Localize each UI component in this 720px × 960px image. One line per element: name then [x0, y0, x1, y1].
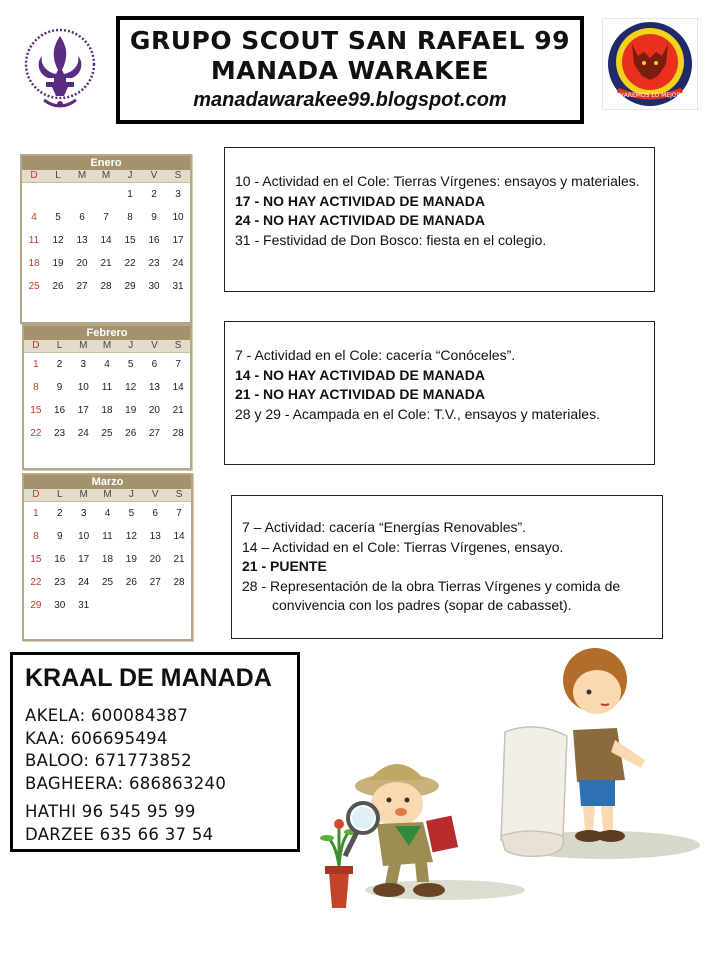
day-cell: [70, 183, 94, 206]
day-cell: 25: [101, 428, 113, 439]
calendar-month-label: Enero: [22, 156, 190, 170]
day-cell: 21: [173, 554, 185, 565]
day-cell: 24: [77, 428, 89, 439]
event-line: 28 y 29 - Acampada en el Cole: T.V., ensayos y materiales.: [235, 405, 600, 422]
kraal-contacts-box: [10, 652, 300, 852]
day-cell: 7: [176, 508, 182, 519]
day-cell: 10: [172, 212, 184, 223]
day-cell: 5: [55, 212, 61, 223]
day-cell: 2: [151, 189, 157, 200]
calendar-month-label: Marzo: [24, 475, 191, 489]
weekday-label: S: [175, 489, 183, 500]
day-cell: 16: [54, 405, 66, 416]
day-cell: 26: [125, 577, 137, 588]
calendar-marzo: [22, 473, 193, 641]
day-cell: 1: [127, 189, 133, 200]
day-cell: 14: [100, 235, 112, 246]
blog-url: manadawarakee99.blogspot.com: [193, 89, 507, 111]
calendar-week: [22, 252, 190, 275]
day-cell: 22: [30, 577, 42, 588]
weekday-label: V: [150, 170, 158, 181]
day-cell: 23: [54, 428, 66, 439]
day-cell: 28: [100, 281, 112, 292]
day-cell: 6: [152, 508, 158, 519]
event-line: 21 - NO HAY ACTIVIDAD DE MANADA: [235, 386, 485, 402]
calendar-week: [22, 183, 190, 206]
day-cell: 19: [125, 554, 137, 565]
weekday-label: L: [55, 170, 61, 181]
day-cell: 4: [104, 508, 111, 519]
weekday-label: M: [79, 489, 88, 500]
day-cell: 12: [125, 382, 137, 393]
manada-wolf-logo: [602, 18, 698, 110]
event-line: 7 - Actividad en el Cole: cacería “Conóceles”.: [235, 347, 516, 363]
day-cell: 20: [149, 554, 161, 565]
weekday-label: S: [174, 170, 182, 181]
contact-line: DARZEE 635 66 37 54: [25, 824, 214, 844]
day-cell: 17: [172, 235, 184, 246]
day-cell: 8: [33, 531, 39, 542]
weekday-label: M: [101, 170, 111, 181]
day-cell: 24: [172, 258, 184, 269]
weekday-label: M: [102, 340, 112, 351]
weekday-header: [24, 340, 190, 353]
day-cell: [94, 183, 118, 206]
day-cell: 16: [148, 235, 160, 246]
day-cell: 29: [124, 281, 136, 292]
day-cell: 22: [30, 428, 42, 439]
weekday-label: L: [56, 489, 63, 500]
day-cell: 27: [148, 428, 160, 439]
logo-motto: HAREMOS LO MEJOR: [619, 92, 681, 99]
day-cell: 17: [78, 554, 90, 565]
day-cell: 8: [127, 212, 133, 223]
weekday-label: D: [30, 170, 38, 181]
day-cell: 7: [103, 212, 109, 223]
day-cell: [22, 183, 46, 206]
day-cell: 4: [31, 212, 37, 223]
weekday-label: D: [32, 489, 40, 500]
pack-title: MANADA WARAKEE: [210, 56, 490, 85]
day-cell: [119, 594, 143, 617]
calendar-week: [24, 571, 191, 594]
weekday-header: [24, 489, 191, 502]
calendar-week: [24, 525, 191, 548]
day-cell: 20: [148, 405, 160, 416]
day-cell: 26: [125, 428, 137, 439]
day-cell: 12: [125, 531, 137, 542]
day-cell: 13: [149, 531, 161, 542]
day-cell: 7: [175, 359, 181, 370]
contact-line: BAGHEERA: 686863240: [25, 773, 227, 793]
day-cell: 11: [101, 382, 113, 393]
weekday-label: L: [56, 340, 63, 351]
day-cell: 16: [54, 554, 66, 565]
explorers-illustration: [305, 640, 705, 920]
day-cell: 25: [101, 577, 114, 588]
day-cell: 27: [149, 577, 161, 588]
day-cell: 19: [125, 405, 137, 416]
calendar-week: [24, 502, 191, 525]
day-cell: 15: [124, 235, 136, 246]
calendar-week: [24, 594, 191, 617]
event-line: 31 - Festividad de Don Bosco: fiesta en el colegio.: [235, 231, 547, 248]
day-cell: 10: [77, 382, 89, 393]
header-box: [116, 16, 584, 124]
event-line: 17 - NO HAY ACTIVIDAD DE MANADA: [235, 192, 485, 209]
day-cell: 13: [148, 382, 160, 393]
calendar-week: [22, 275, 190, 298]
kraal-title: KRAAL DE MANADA: [25, 664, 272, 692]
event-line: 10 - Actividad en el Cole: Tierras Vírgenes: ensayos y materiales.: [235, 173, 640, 189]
events-marzo: [231, 495, 663, 639]
calendar-enero: [20, 154, 192, 324]
day-cell: 12: [52, 235, 64, 246]
contact-line: KAA: 606695494: [25, 728, 168, 748]
day-cell: 18: [28, 258, 40, 269]
calendar-week: [24, 399, 190, 422]
day-cell: 6: [79, 212, 85, 223]
day-cell: 14: [172, 382, 184, 393]
day-cell: 1: [33, 359, 39, 370]
calendar-febrero: [22, 324, 192, 470]
group-title: GRUPO SCOUT SAN RAFAEL 99: [129, 26, 571, 55]
event-line: 21 - PUENTE: [242, 558, 327, 574]
day-cell: 23: [54, 577, 66, 588]
day-cell: 18: [101, 405, 113, 416]
weekday-label: M: [77, 170, 87, 181]
day-cell: 26: [52, 281, 64, 292]
day-cell: 15: [30, 554, 42, 565]
weekday-label: M: [79, 340, 88, 351]
day-cell: [46, 183, 70, 206]
contact-line: BALOO: 671773852: [25, 751, 192, 770]
day-cell: [167, 594, 191, 617]
day-cell: 9: [56, 382, 63, 393]
day-cell: 21: [100, 258, 112, 269]
event-line: 14 – Actividad en el Cole: Tierras Vírgenes, ensayo.: [242, 538, 564, 555]
day-cell: 5: [128, 508, 135, 519]
calendar-week: [24, 422, 190, 445]
event-line: 14 - NO HAY ACTIVIDAD DE MANADA: [235, 366, 485, 383]
calendar-week: [22, 229, 190, 252]
day-cell: 9: [56, 531, 63, 542]
day-cell: 30: [148, 281, 160, 292]
day-cell: 8: [33, 382, 39, 393]
day-cell: 19: [52, 258, 64, 269]
day-cell: 27: [76, 281, 88, 292]
scout-fleur-de-lis-logo: [22, 26, 98, 112]
weekday-header: [22, 170, 190, 183]
event-line: 7 – Actividad: cacería “Energías Renovables”.: [242, 519, 527, 535]
contact-line: AKELA: 600084387: [25, 706, 189, 725]
day-cell: 17: [77, 405, 89, 416]
calendar-week: [24, 353, 190, 376]
day-cell: 6: [151, 359, 158, 370]
day-cell: 14: [173, 531, 185, 542]
day-cell: 13: [76, 235, 88, 246]
day-cell: [96, 594, 120, 617]
weekday-label: J: [128, 489, 134, 500]
day-cell: 24: [78, 577, 90, 588]
weekday-label: V: [151, 340, 158, 351]
day-cell: 11: [28, 235, 40, 246]
day-cell: 31: [172, 281, 184, 292]
day-cell: 21: [172, 405, 184, 416]
day-cell: 1: [33, 508, 39, 519]
day-cell: 2: [56, 508, 63, 519]
day-cell: 4: [104, 359, 110, 370]
contact-line: HATHI 96 545 95 99: [25, 802, 196, 821]
day-cell: 18: [101, 554, 114, 565]
weekday-label: M: [103, 489, 112, 500]
day-cell: 25: [28, 281, 40, 292]
day-cell: 15: [30, 405, 42, 416]
calendar-week: [24, 548, 191, 571]
events-febrero: [224, 321, 655, 465]
event-line: 28 - Representación de la obra Tierras Vírgenes y comida de convivencia con los padres (sopar de cabasset).: [242, 577, 621, 613]
day-cell: 28: [173, 577, 185, 588]
day-cell: 11: [102, 531, 113, 542]
weekday-label: D: [32, 340, 40, 351]
event-line: 24 - NO HAY ACTIVIDAD DE MANADA: [235, 212, 485, 228]
day-cell: 9: [151, 212, 157, 223]
day-cell: 28: [172, 428, 184, 439]
day-cell: 30: [54, 600, 66, 611]
calendar-month-label: Febrero: [24, 326, 190, 340]
day-cell: 5: [127, 359, 134, 370]
day-cell: 22: [124, 258, 136, 269]
day-cell: 3: [80, 508, 87, 519]
day-cell: 29: [30, 600, 42, 611]
weekday-label: J: [127, 170, 133, 181]
day-cell: 10: [78, 531, 90, 542]
calendar-week: [24, 376, 190, 399]
events-enero: [224, 147, 655, 292]
day-cell: [143, 594, 167, 617]
weekday-label: J: [128, 340, 134, 351]
day-cell: 3: [175, 189, 181, 200]
day-cell: 23: [148, 258, 160, 269]
weekday-label: V: [151, 489, 159, 500]
weekday-label: S: [174, 340, 182, 351]
day-cell: 3: [80, 359, 87, 370]
day-cell: 20: [76, 258, 88, 269]
day-cell: 31: [78, 600, 90, 611]
calendar-week: [22, 206, 190, 229]
day-cell: 2: [56, 359, 63, 370]
